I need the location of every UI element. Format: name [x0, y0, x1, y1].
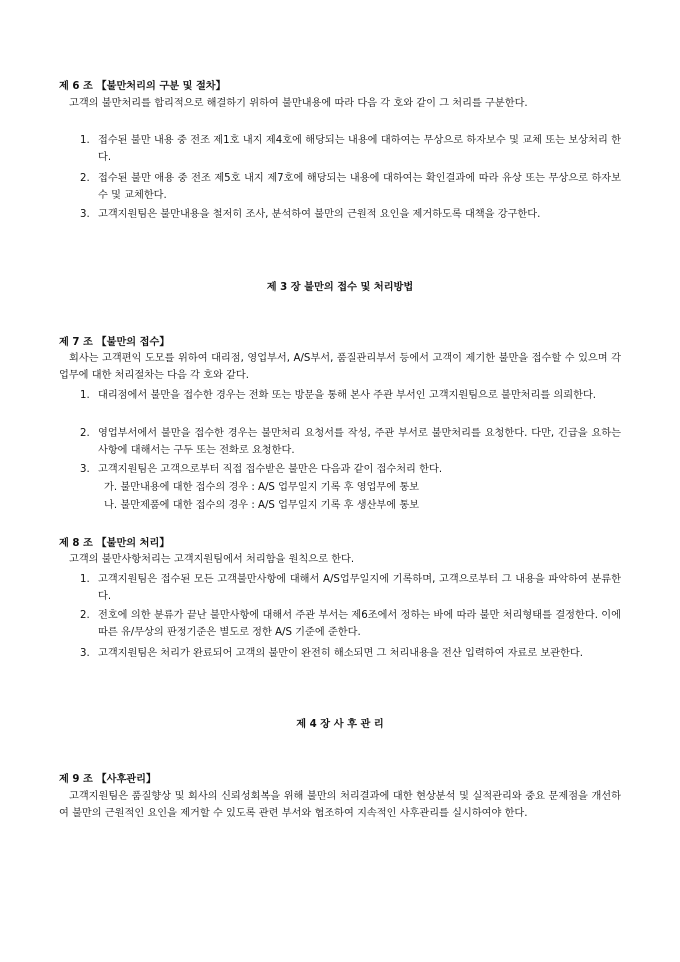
article-6-item-3	[80, 206, 621, 223]
item-text: 접수된 불만 내용 중 전조 제1호 내지 제4호에 해당되는 내용에 대하여는 무상으로 하자보수 및 교체 또는 보상처리 한다.	[98, 135, 621, 163]
item-number: 3.	[80, 648, 90, 659]
article-6-intro: 고객의 불만처리를 합리적으로 해결하기 위하여 불만내용에 따라 다음 각 호와 같이 그 처리를 구분한다.	[69, 98, 528, 109]
article-7-title: 제 7 조 【불만의 접수】	[59, 337, 170, 348]
article-7-item-3	[80, 461, 621, 478]
article-6-title: 제 6 조 【불만처리의 구분 및 절차】	[59, 81, 226, 92]
article-8-item-3	[80, 645, 621, 662]
item-number: 2.	[80, 610, 90, 621]
item-number: 1.	[80, 574, 90, 585]
item-text: 영업부서에서 불만을 접수한 경우는 불만처리 요청서를 작성, 주관 부서로 불만처리를 요청한다. 다만, 긴급을 요하는 사항에 대해서는 구두 또는 전화로 요청한다.	[98, 428, 621, 456]
item-text: 고객지원팀은 고객으로부터 직접 접수받은 불만은 다음과 같이 접수처리 한다.	[98, 464, 443, 475]
article-7-subitem-na: 나. 불만제품에 대한 접수의 경우 : A/S 업무일지 기록 후 생산부에 통보	[104, 500, 420, 511]
article-6-item-2	[80, 170, 621, 204]
item-number: 3.	[80, 209, 90, 220]
item-number: 3.	[80, 464, 90, 475]
item-text: 대리점에서 불만을 접수한 경우는 전화 또는 방문을 통해 본사 주관 부서인 고객지원팀으로 불만처리를 의뢰한다.	[98, 390, 597, 401]
item-text: 고객지원팀은 접수된 모든 고객불만사항에 대해서 A/S업무일지에 기록하며, 고객으로부터 그 내용을 파악하여 분류한다.	[98, 574, 621, 602]
article-8-item-1	[80, 571, 621, 605]
item-text: 고객지원팀은 불만내용을 철저히 조사, 분석하여 불만의 근원적 요인을 제거하도록 대책을 강구한다.	[98, 209, 541, 220]
article-9-title: 제 9 조 【사후관리】	[59, 774, 157, 785]
article-7-item-1	[80, 387, 621, 404]
item-number: 2.	[80, 428, 90, 439]
item-number: 1.	[80, 135, 90, 146]
chapter-4-heading: 제 4 장 사 후 관 리	[296, 719, 384, 730]
article-8-item-2	[80, 607, 621, 641]
item-text: 전호에 의한 분류가 끝난 불만사항에 대해서 주관 부서는 제6조에서 정하는 바에 따라 불만 처리형태를 결정한다. 이에 따른 유/무상의 판정기준은 별도로 정한 A/S 기준에 준한다.	[98, 610, 621, 638]
article-7-intro: 회사는 고객편익 도모를 위하여 대리점, 영업부서, A/S부서, 품질관리부서 등에서 고객이 제기한 불만을 접수할 수 있으며 각 업무에 대한 처리절차는 다음 각 호와 같다.	[59, 353, 621, 381]
item-text: 접수된 불만 애용 중 전조 제5호 내지 제7호에 해당되는 내용에 대하여는 확인결과에 따라 유상 또는 무상으로 하자보수 및 교체한다.	[98, 173, 621, 201]
article-8-title: 제 8 조 【불만의 처리】	[59, 538, 170, 549]
item-number: 1.	[80, 390, 90, 401]
article-7-subitem-ga: 가. 불만내용에 대한 접수의 경우 : A/S 업무일지 기록 후 영업무에 통보	[104, 482, 420, 493]
item-number: 2.	[80, 173, 90, 184]
article-7-item-2	[80, 425, 621, 459]
article-8-intro: 고객의 불만사항처리는 고객지원팀에서 처리함을 원칙으로 한다.	[69, 554, 355, 565]
item-text: 고객지원팀은 처리가 완료되어 고객의 불만이 완전히 해소되면 그 처리내용을 전산 입력하여 자료로 보관한다.	[98, 648, 583, 659]
article-9-intro: 고객지원팀은 품질향상 및 회사의 신뢰성회복을 위해 불만의 처리결과에 대한 현상분석 및 실적관리와 중요 문제점을 개선하여 불만의 근원적인 요인을 제거할 수 있도록 관련 부서와 협조하여 지속적인 사후관리를 실시하여야 한다.	[59, 791, 621, 819]
chapter-3-heading: 제 3 장 불만의 접수 및 처리방법	[266, 282, 414, 293]
article-6-item-1	[80, 132, 621, 166]
